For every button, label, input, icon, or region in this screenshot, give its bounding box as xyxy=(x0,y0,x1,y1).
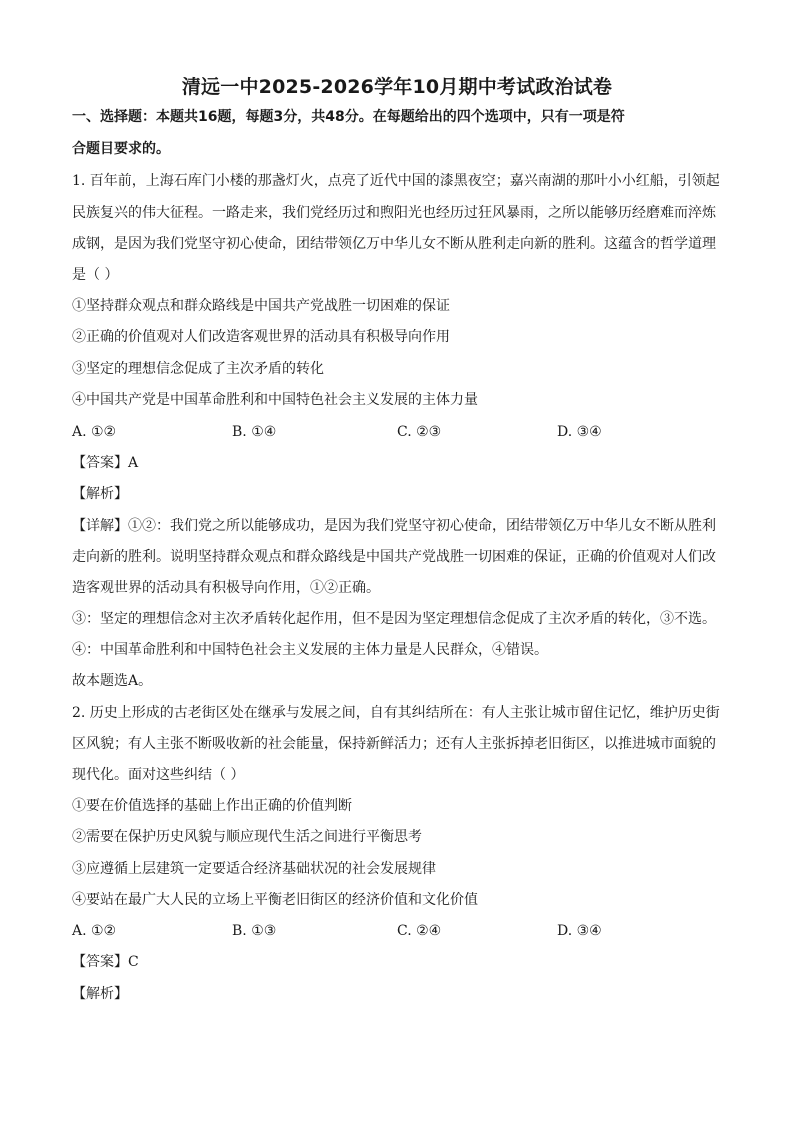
q1-detail-line-3: 造客观世界的活动具有积极导向作用，①②正确。 xyxy=(72,580,380,596)
q2-analysis-label: 【解析】 xyxy=(72,986,128,1002)
q1-analysis-label: 【解析】 xyxy=(72,486,128,502)
q1-option-c: C. ②③ xyxy=(397,424,442,440)
q1-stem-line-4: 是（ ） xyxy=(72,267,119,283)
q2-statement-3: ③应遵循上层建筑一定要适合经济基础状况的社会发展规律 xyxy=(72,861,436,877)
q1-detail-line-2: 走向新的胜利。说明坚持群众观点和群众路线是中国共产党战胜一切困难的保证，正确的价值观对人们改 xyxy=(72,549,716,565)
q1-option-b: B. ①④ xyxy=(232,424,277,440)
q2-statement-1: ①要在价值选择的基础上作出正确的价值判断 xyxy=(72,798,352,814)
section-header-line-2: 合题目要求的。 xyxy=(72,141,170,157)
q2-option-a: A. ①② xyxy=(72,923,117,939)
page-title: 清远一中2025-2026学年10月期中考试政治试卷 xyxy=(181,76,613,98)
q2-stem-line-2: 区风貌；有人主张不断吸收新的社会能量，保持新鲜活力；还有人主张拆掉老旧街区，以推进城市面貌的 xyxy=(72,736,716,752)
q1-statement-1: ①坚持群众观点和群众路线是中国共产党战胜一切困难的保证 xyxy=(72,298,450,314)
q1-stem-line-1: 1. 百年前，上海石库门小楼的那盏灯火，点亮了近代中国的漆黑夜空；嘉兴南湖的那叶小小红船，引领起 xyxy=(72,173,720,189)
q1-stem-line-3: 成钢，是因为我们党坚守初心使命，团结带领亿万中华儿女不断从胜利走向新的胜利。这蕴含的哲学道理 xyxy=(72,236,716,252)
q1-stem-line-2: 民族复兴的伟大征程。一路走来，我们党经历过和煦阳光也经历过狂风暴雨，之所以能够历经磨难而淬炼 xyxy=(72,205,716,221)
q2-statement-2: ②需要在保护历史风貌与顺应现代生活之间进行平衡思考 xyxy=(72,829,422,845)
q2-statement-4: ④要站在最广大人民的立场上平衡老旧街区的经济价值和文化价值 xyxy=(72,892,478,908)
q1-option-a: A. ①② xyxy=(72,424,117,440)
q1-statement-3: ③坚定的理想信念促成了主次矛盾的转化 xyxy=(72,361,324,377)
q1-detail-line-6: 故本题选A。 xyxy=(72,673,153,689)
q1-statement-4: ④中国共产党是中国革命胜利和中国特色社会主义发展的主体力量 xyxy=(72,392,478,408)
q1-detail-line-5: ④：中国革命胜利和中国特色社会主义发展的主体力量是人民群众，④错误。 xyxy=(72,642,548,658)
section-header-line-1: 一、选择题：本题共16题，每题3分，共48分。在每题给出的四个选项中，只有一项是符 xyxy=(72,109,625,125)
q2-option-d: D. ③④ xyxy=(557,923,602,939)
q1-answer: 【答案】A xyxy=(72,455,139,471)
q1-detail-line-4: ③：坚定的理想信念对主次矛盾转化起作用，但不是因为坚定理想信念促成了主次矛盾的转化，③不选。 xyxy=(72,611,716,627)
q2-stem-line-3: 现代化。面对这些纠结（ ） xyxy=(72,767,245,783)
q1-detail-line-1: 【详解】①②：我们党之所以能够成功，是因为我们党坚守初心使命，团结带领亿万中华儿女不断从胜利 xyxy=(72,518,716,534)
q2-option-b: B. ①③ xyxy=(232,923,277,939)
q1-option-d: D. ③④ xyxy=(557,424,602,440)
q2-stem-line-1: 2. 历史上形成的古老街区处在继承与发展之间，自有其纠结所在：有人主张让城市留住记忆，维护历史街 xyxy=(72,705,720,721)
q1-statement-2: ②正确的价值观对人们改造客观世界的活动具有积极导向作用 xyxy=(72,329,450,345)
q2-option-c: C. ②④ xyxy=(397,923,442,939)
q2-answer: 【答案】C xyxy=(72,954,139,970)
